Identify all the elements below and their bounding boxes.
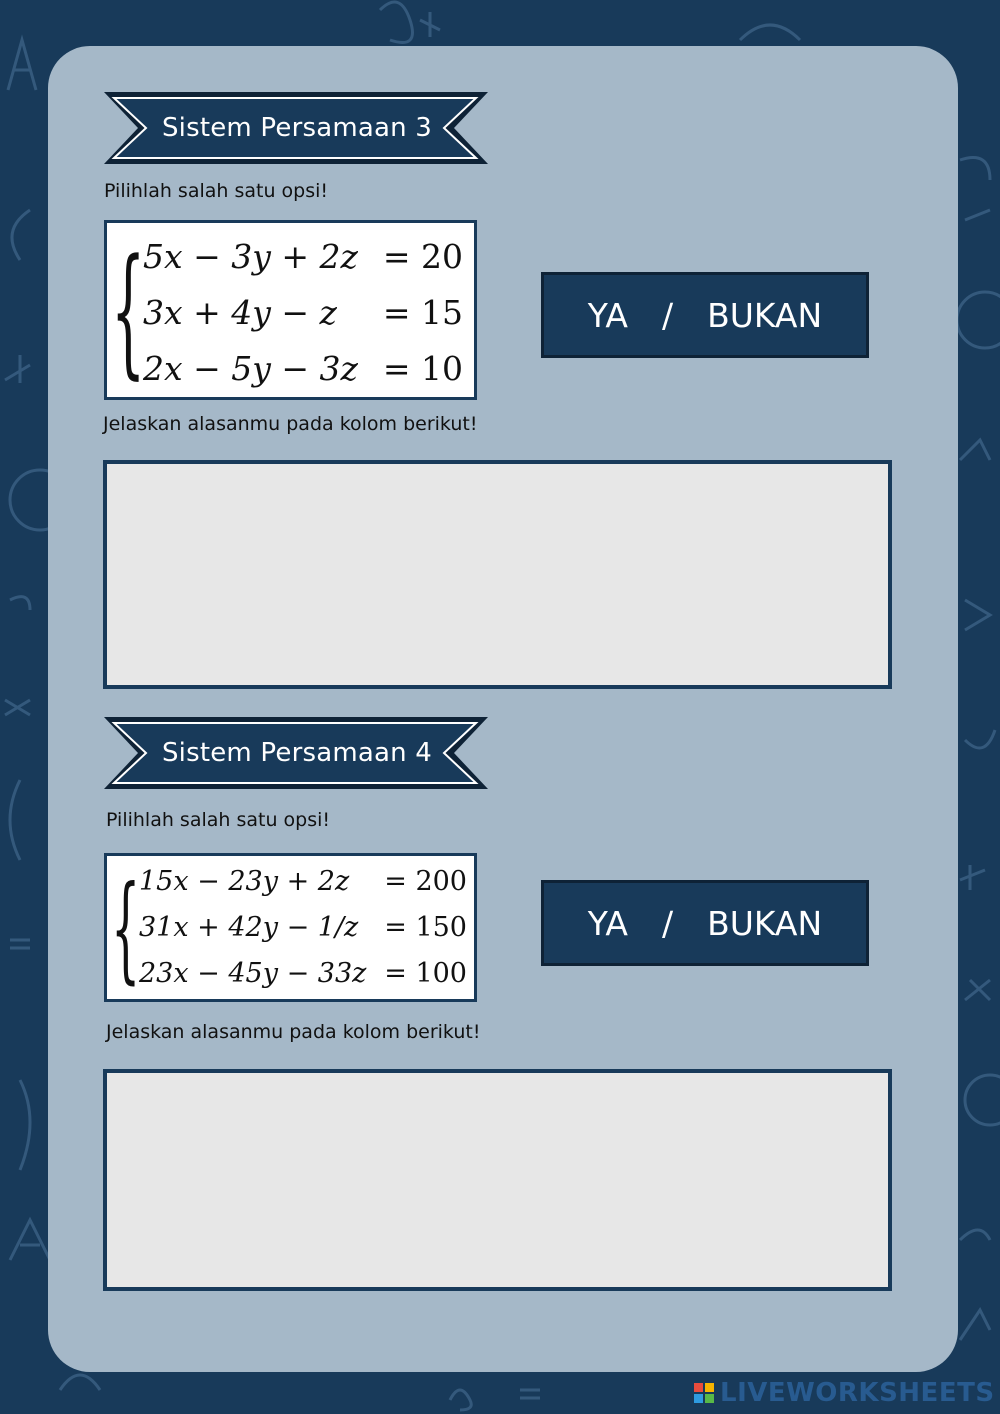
- equation-lhs: 23x − 45y − 33z: [139, 958, 367, 989]
- section-4-equation-system: [104, 853, 477, 1002]
- option-ya-button[interactable]: YA: [587, 903, 628, 943]
- equation-rhs: = 150: [384, 912, 467, 943]
- equation-rhs: = 100: [384, 958, 467, 989]
- equation-lhs: 15x − 23y + 2z: [139, 866, 350, 897]
- equation-lhs: 3x + 4y − z: [143, 293, 337, 332]
- section-3-equation-system: [104, 220, 477, 400]
- section-3-instruction: Pilihlah salah satu opsi!: [104, 180, 329, 202]
- section-4-answer-field[interactable]: [103, 1069, 892, 1291]
- equation-rhs: = 10: [382, 349, 463, 388]
- section-4-instruction: Pilihlah salah satu opsi!: [106, 809, 331, 831]
- equation-row: [139, 866, 467, 897]
- section-4-explain-prompt: Jelaskan alasanmu pada kolom berikut!: [106, 1021, 481, 1043]
- equation-rhs: = 200: [384, 866, 467, 897]
- equation-row: [143, 237, 463, 276]
- equation-lhs: 5x − 3y + 2z: [143, 237, 358, 276]
- option-bukan-button[interactable]: BUKAN: [707, 295, 823, 335]
- section-4-title: Sistem Persamaan 4: [161, 738, 433, 768]
- watermark-text: LIVEWORKSHEETS: [720, 1378, 995, 1408]
- section-4-title-banner: [104, 715, 490, 791]
- section-3-answer-choice: [541, 272, 869, 358]
- equation-row: [139, 912, 467, 943]
- section-3-title: Sistem Persamaan 3: [161, 113, 433, 143]
- equation-rhs: = 20: [382, 237, 463, 276]
- section-4-answer-choice: [541, 880, 869, 966]
- equation-row: [139, 958, 467, 989]
- option-separator: /: [661, 295, 674, 335]
- liveworksheets-watermark: [694, 1378, 995, 1408]
- left-brace: {: [111, 229, 146, 393]
- left-brace: {: [111, 860, 141, 995]
- option-bukan-button[interactable]: BUKAN: [707, 903, 823, 943]
- option-ya-button[interactable]: YA: [587, 295, 628, 335]
- section-3-title-banner: [104, 90, 490, 166]
- equation-row: [143, 349, 463, 388]
- liveworksheets-logo-icon: [694, 1383, 714, 1403]
- option-separator: /: [661, 903, 674, 943]
- equation-lhs: 31x + 42y − 1/z: [139, 912, 359, 943]
- section-3-answer-field[interactable]: [103, 460, 892, 689]
- equation-rhs: = 15: [382, 293, 463, 332]
- equation-row: [143, 293, 463, 332]
- equation-lhs: 2x − 5y − 3z: [143, 349, 358, 388]
- section-3-explain-prompt: Jelaskan alasanmu pada kolom berikut!: [103, 413, 478, 435]
